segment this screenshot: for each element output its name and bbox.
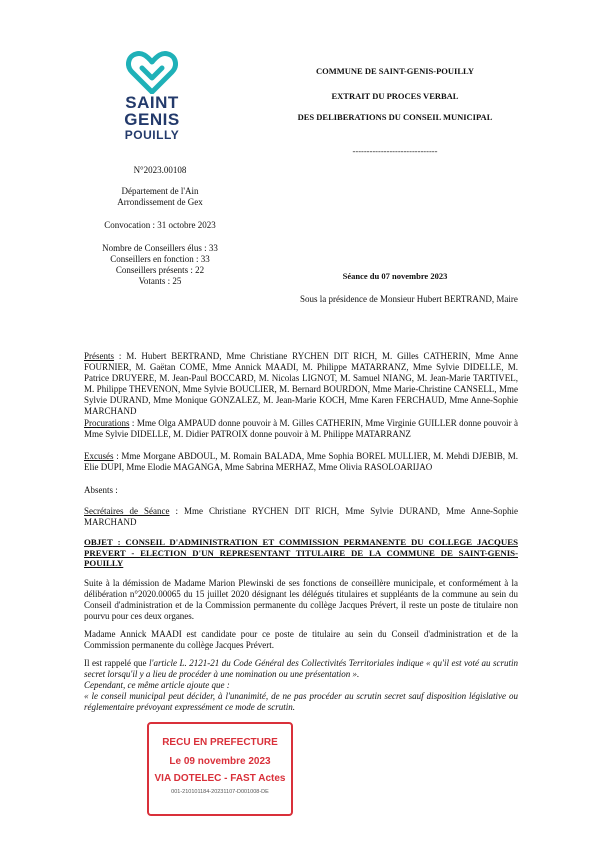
department: Département de l'Ain — [121, 186, 199, 196]
paragraph-candidate: Madame Annick MAADI est candidate pour ce poste de titulaire au sein du Conseil d'administration et de la Commission permanente du collège Jacques Prévert. — [84, 629, 518, 650]
procurations-label: Procurations — [84, 418, 130, 428]
paragraph-rappel — [84, 658, 518, 713]
stamp-line2: Le 09 novembre 2023 — [169, 756, 271, 767]
presents-label: Présents — [84, 351, 114, 361]
absents-line: Absents : — [84, 485, 118, 495]
conseillers-presents: Conseillers présents : 22 — [115, 265, 205, 275]
stamp-line4: 001-210101184-20231107-D001008-DE — [171, 789, 269, 795]
header-separator: ------------------------------ — [352, 146, 438, 156]
arrondissement: Arrondissement de Gex — [117, 197, 203, 207]
deliberation-number: N°2023.00108 — [133, 165, 187, 175]
procurations-paragraph — [84, 418, 518, 440]
commune-logo — [112, 50, 192, 142]
secretaires-text: : Mme Christiane RYCHEN DIT RICH, Mme Sylvie DURAND, Mme Anne-Sophie MARCHAND — [84, 506, 518, 527]
presents-text: : M. Hubert BERTRAND, Mme Christiane RYCHEN DIT RICH, M. Gilles CATHERIN, Mme Anne FOURNIER, M. Gaëtan COME, Mme Annick MAADI, M. Philippe MATARRANZ, Mme Sylvie DIDELLE, M. Patrice DRUYERE, M. Jean-Paul BOCCARD, M. Nicolas LIGNOT, M. Samuel NIANG, M. Jean-Marie TARTIVEL, M. Philippe THEVENON, Mme Sylvie BOUCLIER, M. Bernard BOURDON, Mme Marie-Christine CANSELL, Mme Sylvie DURAND, Mme Monique GONZALEZ, M. Jean-Marie KOCH, Mme Karen FERCHAUD, Mme Anne-Sophie MARCHAND — [84, 351, 518, 416]
commune-title: COMMUNE DE SAINT-GENIS-POUILLY — [315, 66, 475, 76]
excuses-label: Excusés — [84, 451, 114, 461]
deliberations-title: DES DELIBERATIONS DU CONSEIL MUNICIPAL — [297, 112, 493, 122]
logo-text-line2: GENIS — [124, 110, 180, 129]
presidence: Sous la présidence de Monsieur Hubert BERTRAND, Maire — [300, 294, 518, 304]
seance-date: Séance du 07 novembre 2023 — [342, 271, 448, 281]
prefecture-stamp — [147, 722, 293, 816]
excuses-text: : Mme Morgane ABDOUL, M. Romain BALADA, Mme Sophia BOREL MULLIER, M. Mehdi DJEBIB, M. Elie DUPI, Mme Elodie MAGANGA, Mme Sabrina MERHAZ, Mme Olivia RASOLOARIJAO — [84, 451, 518, 472]
rappel-intro: Il est rappelé que — [84, 658, 150, 668]
stamp-line3: VIA DOTELEC - FAST Actes — [154, 773, 286, 784]
paragraph-demission: Suite à la démission de Madame Marion Plewinski de ses fonctions de conseillère municipale, et conformément à la délibération n°2020.00065 du 15 juillet 2020 désignant les délégués titulaires et suppléants de la commune au sein du Conseil d'administration et de la Commission permanente du collège Jacques Prévert, il reste un poste de titulaire non pourvu pour ces deux organes. — [84, 578, 518, 621]
objet-paragraph — [84, 537, 518, 569]
objet-text: : CONSEIL D'ADMINISTRATION ET COMMISSION PERMANENTE DU COLLEGE JACQUES PREVERT - ELECTION D'UN REPRESENTANT TITULAIRE DE LA COMMUNE DE SAINT-GENIS-POUILLY — [84, 537, 518, 568]
rappel-quote: « le conseil municipal peut décider, à l'unanimité, de ne pas procéder au scrutin secret sauf disposition législative ou réglementaire prévoyant expressément ce mode de scrutin. — [84, 691, 518, 712]
stamp-line1: RECU EN PREFECTURE — [162, 737, 278, 748]
secretaires-label: Secrétaires de Séance — [84, 506, 170, 516]
logo-text-line1: SAINT — [125, 93, 179, 112]
conseillers-elus: Nombre de Conseillers élus : 33 — [102, 243, 218, 253]
rappel-cependant: Cependant, ce même article ajoute que : — [84, 680, 230, 690]
votants: Votants : 25 — [138, 276, 182, 286]
extrait-title: EXTRAIT DU PROCES VERBAL — [331, 91, 459, 101]
logo-text-line3: POUILLY — [124, 128, 180, 142]
secretaires-paragraph — [84, 506, 518, 528]
presents-paragraph — [84, 351, 518, 417]
excuses-paragraph — [84, 451, 518, 473]
procurations-text: : Mme Olga AMPAUD donne pouvoir à M. Gilles CATHERIN, Mme Virginie GUILLER donne pouvoir à Mme Sylvie DIDELLE, M. Didier PATROIX donne pouvoir à M. Philippe MATARRANZ — [84, 418, 518, 439]
rappel-article: l'article L. 2121-21 du Code Général des Collectivités Territoriales indique « qu'il est voté au scrutin secret lorsqu'il y a lieu de procéder à une nomination ou une présentation ». — [84, 658, 518, 679]
conseillers-fonction: Conseillers en fonction : 33 — [110, 254, 210, 264]
heart-icon — [126, 50, 178, 94]
objet-label: OBJET — [84, 537, 113, 547]
convocation-date: Convocation : 31 octobre 2023 — [104, 220, 216, 230]
